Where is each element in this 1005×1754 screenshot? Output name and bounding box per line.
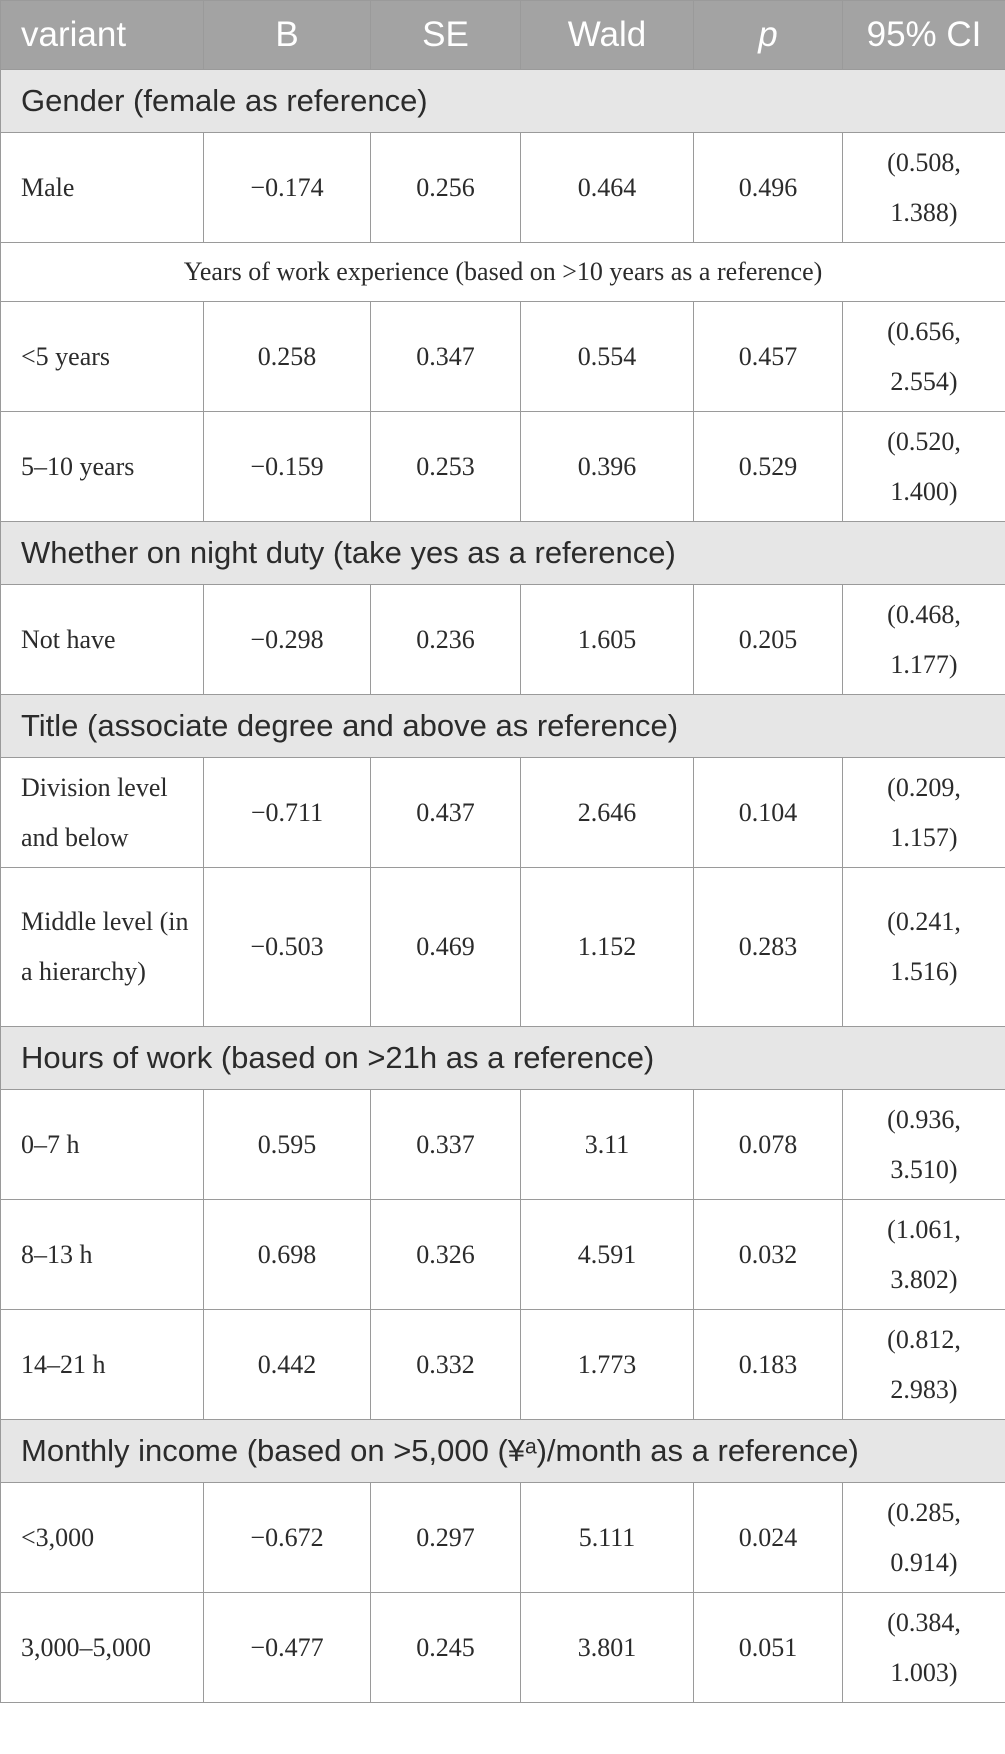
cell-b: −0.159 [204, 412, 371, 522]
row-label: <5 years [1, 302, 204, 412]
table-row [1, 412, 1005, 522]
cell-se: 0.326 [371, 1200, 521, 1310]
ci-lower: (0.468, [887, 599, 961, 629]
ci-lower: (0.520, [887, 426, 961, 456]
ci-upper: 1.388) [890, 197, 958, 227]
cell-se: 0.245 [371, 1593, 521, 1703]
group-title: Whether on night duty (take yes as a reference) [1, 522, 1005, 585]
col-header-se: SE [371, 1, 521, 70]
ci-upper: 2.554) [890, 366, 958, 396]
cell-wald: 0.554 [521, 302, 694, 412]
group-header-row [1, 1027, 1005, 1090]
cell-se: 0.347 [371, 302, 521, 412]
cell-b: 0.698 [204, 1200, 371, 1310]
cell-ci [843, 1483, 1005, 1593]
cell-se: 0.236 [371, 585, 521, 695]
cell-wald: 4.591 [521, 1200, 694, 1310]
cell-p: 0.104 [694, 758, 843, 868]
group-title: Gender (female as reference) [1, 70, 1005, 133]
group-title: Hours of work (based on >21h as a reference) [1, 1027, 1005, 1090]
row-label: Middle level (in a hierarchy) [1, 868, 204, 1027]
ci-lower: (0.812, [887, 1324, 961, 1354]
cell-p: 0.051 [694, 1593, 843, 1703]
col-header-b: B [204, 1, 371, 70]
group-header-row [1, 70, 1005, 133]
group-header-row [1, 1420, 1005, 1483]
ci-upper: 1.400) [890, 476, 958, 506]
cell-se: 0.253 [371, 412, 521, 522]
cell-b: −0.174 [204, 133, 371, 243]
table-row [1, 1200, 1005, 1310]
cell-b: 0.258 [204, 302, 371, 412]
cell-se: 0.256 [371, 133, 521, 243]
cell-b: −0.477 [204, 1593, 371, 1703]
ci-upper: 1.177) [890, 649, 958, 679]
ci-lower: (1.061, [887, 1214, 961, 1244]
cell-b: −0.711 [204, 758, 371, 868]
ci-lower: (0.209, [887, 772, 961, 802]
row-label: Not have [1, 585, 204, 695]
group-title: Title (associate degree and above as reference) [1, 695, 1005, 758]
table-body [1, 70, 1005, 1703]
ci-upper: 0.914) [890, 1547, 958, 1577]
ci-lower: (0.656, [887, 316, 961, 346]
table-row [1, 1593, 1005, 1703]
cell-b: −0.503 [204, 868, 371, 1027]
cell-p: 0.032 [694, 1200, 843, 1310]
cell-b: 0.595 [204, 1090, 371, 1200]
table-row [1, 1090, 1005, 1200]
cell-wald: 1.605 [521, 585, 694, 695]
ci-lower: (0.241, [887, 907, 961, 936]
table-row [1, 1483, 1005, 1593]
ci-lower: (0.285, [887, 1497, 961, 1527]
cell-p: 0.024 [694, 1483, 843, 1593]
cell-ci [843, 302, 1005, 412]
cell-b: −0.672 [204, 1483, 371, 1593]
cell-wald: 0.396 [521, 412, 694, 522]
col-header-variant: variant [1, 1, 204, 70]
cell-p: 0.457 [694, 302, 843, 412]
cell-se: 0.469 [371, 868, 521, 1027]
ci-upper: 1.516) [890, 957, 958, 986]
row-label: 8–13 h [1, 1200, 204, 1310]
cell-ci [843, 1200, 1005, 1310]
group-title: Years of work experience (based on >10 years as a reference) [1, 243, 1005, 302]
row-label: 14–21 h [1, 1310, 204, 1420]
cell-ci [843, 585, 1005, 695]
cell-se: 0.437 [371, 758, 521, 868]
group-header-row [1, 695, 1005, 758]
cell-ci [843, 758, 1005, 868]
cell-p: 0.078 [694, 1090, 843, 1200]
cell-ci [843, 868, 1005, 1027]
group-title: Monthly income (based on >5,000 (¥ᵃ)/month as a reference) [1, 1420, 1005, 1483]
cell-b: 0.442 [204, 1310, 371, 1420]
cell-p: 0.496 [694, 133, 843, 243]
cell-wald: 3.11 [521, 1090, 694, 1200]
table-row [1, 758, 1005, 868]
cell-p: 0.183 [694, 1310, 843, 1420]
col-header-p: p [694, 1, 843, 70]
cell-ci [843, 412, 1005, 522]
table-row [1, 302, 1005, 412]
ci-upper: 3.802) [890, 1264, 958, 1294]
cell-se: 0.337 [371, 1090, 521, 1200]
row-label: 0–7 h [1, 1090, 204, 1200]
cell-wald: 1.773 [521, 1310, 694, 1420]
ci-upper: 1.003) [890, 1657, 958, 1687]
cell-p: 0.205 [694, 585, 843, 695]
ci-upper: 1.157) [890, 822, 958, 852]
cell-ci [843, 1090, 1005, 1200]
cell-ci [843, 1593, 1005, 1703]
ci-lower: (0.508, [887, 147, 961, 177]
cell-wald: 1.152 [521, 868, 694, 1027]
ci-upper: 3.510) [890, 1154, 958, 1184]
row-label: <3,000 [1, 1483, 204, 1593]
row-label: 3,000–5,000 [1, 1593, 204, 1703]
cell-wald: 0.464 [521, 133, 694, 243]
table-row [1, 133, 1005, 243]
cell-b: −0.298 [204, 585, 371, 695]
ci-lower: (0.384, [887, 1607, 961, 1637]
header-row [1, 1, 1005, 70]
ci-lower: (0.936, [887, 1104, 961, 1134]
col-header-ci: 95% CI [843, 1, 1005, 70]
cell-ci [843, 1310, 1005, 1420]
cell-wald: 2.646 [521, 758, 694, 868]
group-header-row [1, 522, 1005, 585]
row-label: Division level and below [1, 758, 204, 868]
cell-p: 0.283 [694, 868, 843, 1027]
col-header-wald: Wald [521, 1, 694, 70]
table-row [1, 1310, 1005, 1420]
cell-ci [843, 133, 1005, 243]
cell-wald: 3.801 [521, 1593, 694, 1703]
row-label: 5–10 years [1, 412, 204, 522]
table-row [1, 585, 1005, 695]
row-label: Male [1, 133, 204, 243]
cell-se: 0.297 [371, 1483, 521, 1593]
cell-se: 0.332 [371, 1310, 521, 1420]
ci-upper: 2.983) [890, 1374, 958, 1404]
cell-wald: 5.111 [521, 1483, 694, 1593]
cell-p: 0.529 [694, 412, 843, 522]
group-header-row [1, 243, 1005, 302]
table-row [1, 868, 1005, 1027]
